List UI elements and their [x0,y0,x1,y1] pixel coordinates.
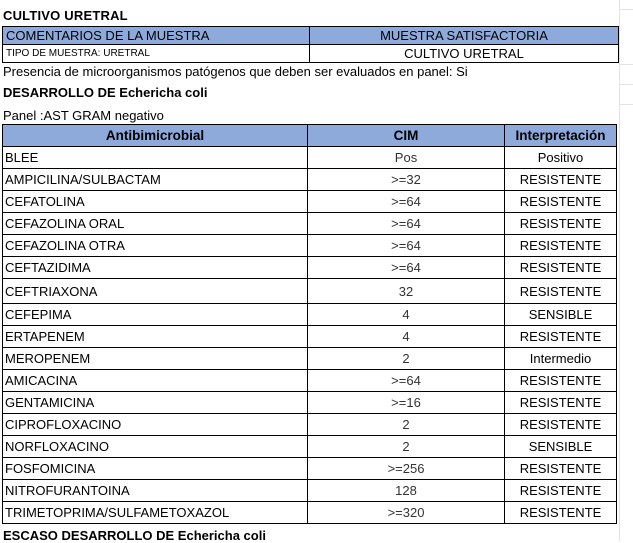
interpretation-cell[interactable]: RESISTENTE [505,191,617,213]
cim-cell[interactable]: >=256 [308,458,505,480]
table-row [3,348,617,370]
table-row [3,169,617,191]
sample-comment-value[interactable]: MUESTRA SATISFACTORIA [310,27,619,45]
interpretation-cell[interactable]: RESISTENTE [505,502,617,524]
cim-cell[interactable]: >=64 [308,257,505,279]
interpretation-cell[interactable]: RESISTENTE [505,392,617,414]
growth-heading[interactable]: DESARROLLO DE Echericha coli [3,85,208,100]
table-row [3,326,617,348]
cim-cell[interactable]: >=64 [308,191,505,213]
table-row [3,147,617,169]
scarce-growth-heading[interactable]: ESCASO DESARROLLO DE Echericha coli [3,528,266,543]
table-row [3,436,617,458]
gridline [619,9,633,10]
interpretation-cell[interactable]: Positivo [505,147,617,169]
table-row [3,414,617,436]
cim-cell[interactable]: 32 [308,279,505,304]
antibiotic-cell[interactable]: CEFAZOLINA ORAL [3,213,308,235]
table-row [3,392,617,414]
antibiotic-cell[interactable]: CEFAZOLINA OTRA [3,235,308,257]
interpretation-cell[interactable]: RESISTENTE [505,213,617,235]
interpretation-cell[interactable]: RESISTENTE [505,235,617,257]
interpretation-cell[interactable]: RESISTENTE [505,326,617,348]
antibiotic-cell[interactable]: AMPICILINA/SULBACTAM [3,169,308,191]
antibiotic-cell[interactable]: CEFATOLINA [3,191,308,213]
interpretation-cell[interactable]: RESISTENTE [505,458,617,480]
table-row [3,502,617,524]
antibiotic-cell[interactable]: MEROPENEM [3,348,308,370]
interpretation-cell[interactable]: RESISTENTE [505,414,617,436]
sample-type-label[interactable]: TIPO DE MUESTRA: URETRAL [3,45,310,63]
antibiotic-cell[interactable]: CEFEPIMA [3,304,308,326]
gridline [619,64,633,65]
antibiotic-cell[interactable]: CEFTRIAXONA [3,279,308,304]
antibiotic-cell[interactable]: BLEE [3,147,308,169]
table-row [3,257,617,279]
gridline [619,0,620,541]
cim-cell[interactable]: >=16 [308,392,505,414]
antibiotic-cell[interactable]: NITROFURANTOINA [3,480,308,502]
antibiotic-cell[interactable]: TRIMETOPRIMA/SULFAMETOXAZOL [3,502,308,524]
antibiotic-cell[interactable]: FOSFOMICINA [3,458,308,480]
interpretation-cell[interactable]: SENSIBLE [505,304,617,326]
cim-cell[interactable]: 4 [308,326,505,348]
table-row [3,458,617,480]
table-row [3,370,617,392]
header-cim[interactable]: CIM [308,125,505,147]
table-row [3,480,617,502]
cim-cell[interactable]: Pos [308,147,505,169]
table-header-row [3,125,617,147]
sample-info-table [2,26,619,63]
interpretation-cell[interactable]: RESISTENTE [505,279,617,304]
table-row [3,279,617,304]
panel-label[interactable]: Panel :AST GRAM negativo [3,108,164,123]
interpretation-cell[interactable]: RESISTENTE [505,480,617,502]
header-interpretation[interactable]: Interpretación [505,125,617,147]
interpretation-cell[interactable]: RESISTENTE [505,370,617,392]
table-row [3,304,617,326]
interpretation-cell[interactable]: Intermedio [505,348,617,370]
pathogen-presence-text[interactable]: Presencia de microorganismos patógenos que deben ser evaluados en panel: Si [3,64,468,79]
sample-type-value[interactable]: CULTIVO URETRAL [310,45,619,63]
susceptibility-table [2,124,617,524]
sample-comment-row [3,27,619,45]
antibiotic-cell[interactable]: ERTAPENEM [3,326,308,348]
cim-cell[interactable]: >=64 [308,370,505,392]
report-title[interactable]: CULTIVO URETRAL [3,8,128,23]
interpretation-cell[interactable]: SENSIBLE [505,436,617,458]
antibiotic-cell[interactable]: NORFLOXACINO [3,436,308,458]
cim-cell[interactable]: >=64 [308,213,505,235]
table-body [3,147,617,524]
antibiotic-cell[interactable]: AMICACINA [3,370,308,392]
sample-comment-label[interactable]: COMENTARIOS DE LA MUESTRA [3,27,310,45]
cim-cell[interactable]: 4 [308,304,505,326]
table-row [3,235,617,257]
sample-type-row [3,45,619,63]
cim-cell[interactable]: 128 [308,480,505,502]
cim-cell[interactable]: >=64 [308,235,505,257]
gridline [619,84,633,85]
interpretation-cell[interactable]: RESISTENTE [505,257,617,279]
cim-cell[interactable]: 2 [308,348,505,370]
antibiotic-cell[interactable]: CIPROFLOXACINO [3,414,308,436]
table-row [3,191,617,213]
antibiotic-cell[interactable]: GENTAMICINA [3,392,308,414]
cim-cell[interactable]: >=32 [308,169,505,191]
gridline [619,104,633,105]
interpretation-cell[interactable]: RESISTENTE [505,169,617,191]
cim-cell[interactable]: >=320 [308,502,505,524]
header-antimicrobial[interactable]: Antibimicrobial [3,125,308,147]
antibiotic-cell[interactable]: CEFTAZIDIMA [3,257,308,279]
table-row [3,213,617,235]
cim-cell[interactable]: 2 [308,414,505,436]
cim-cell[interactable]: 2 [308,436,505,458]
